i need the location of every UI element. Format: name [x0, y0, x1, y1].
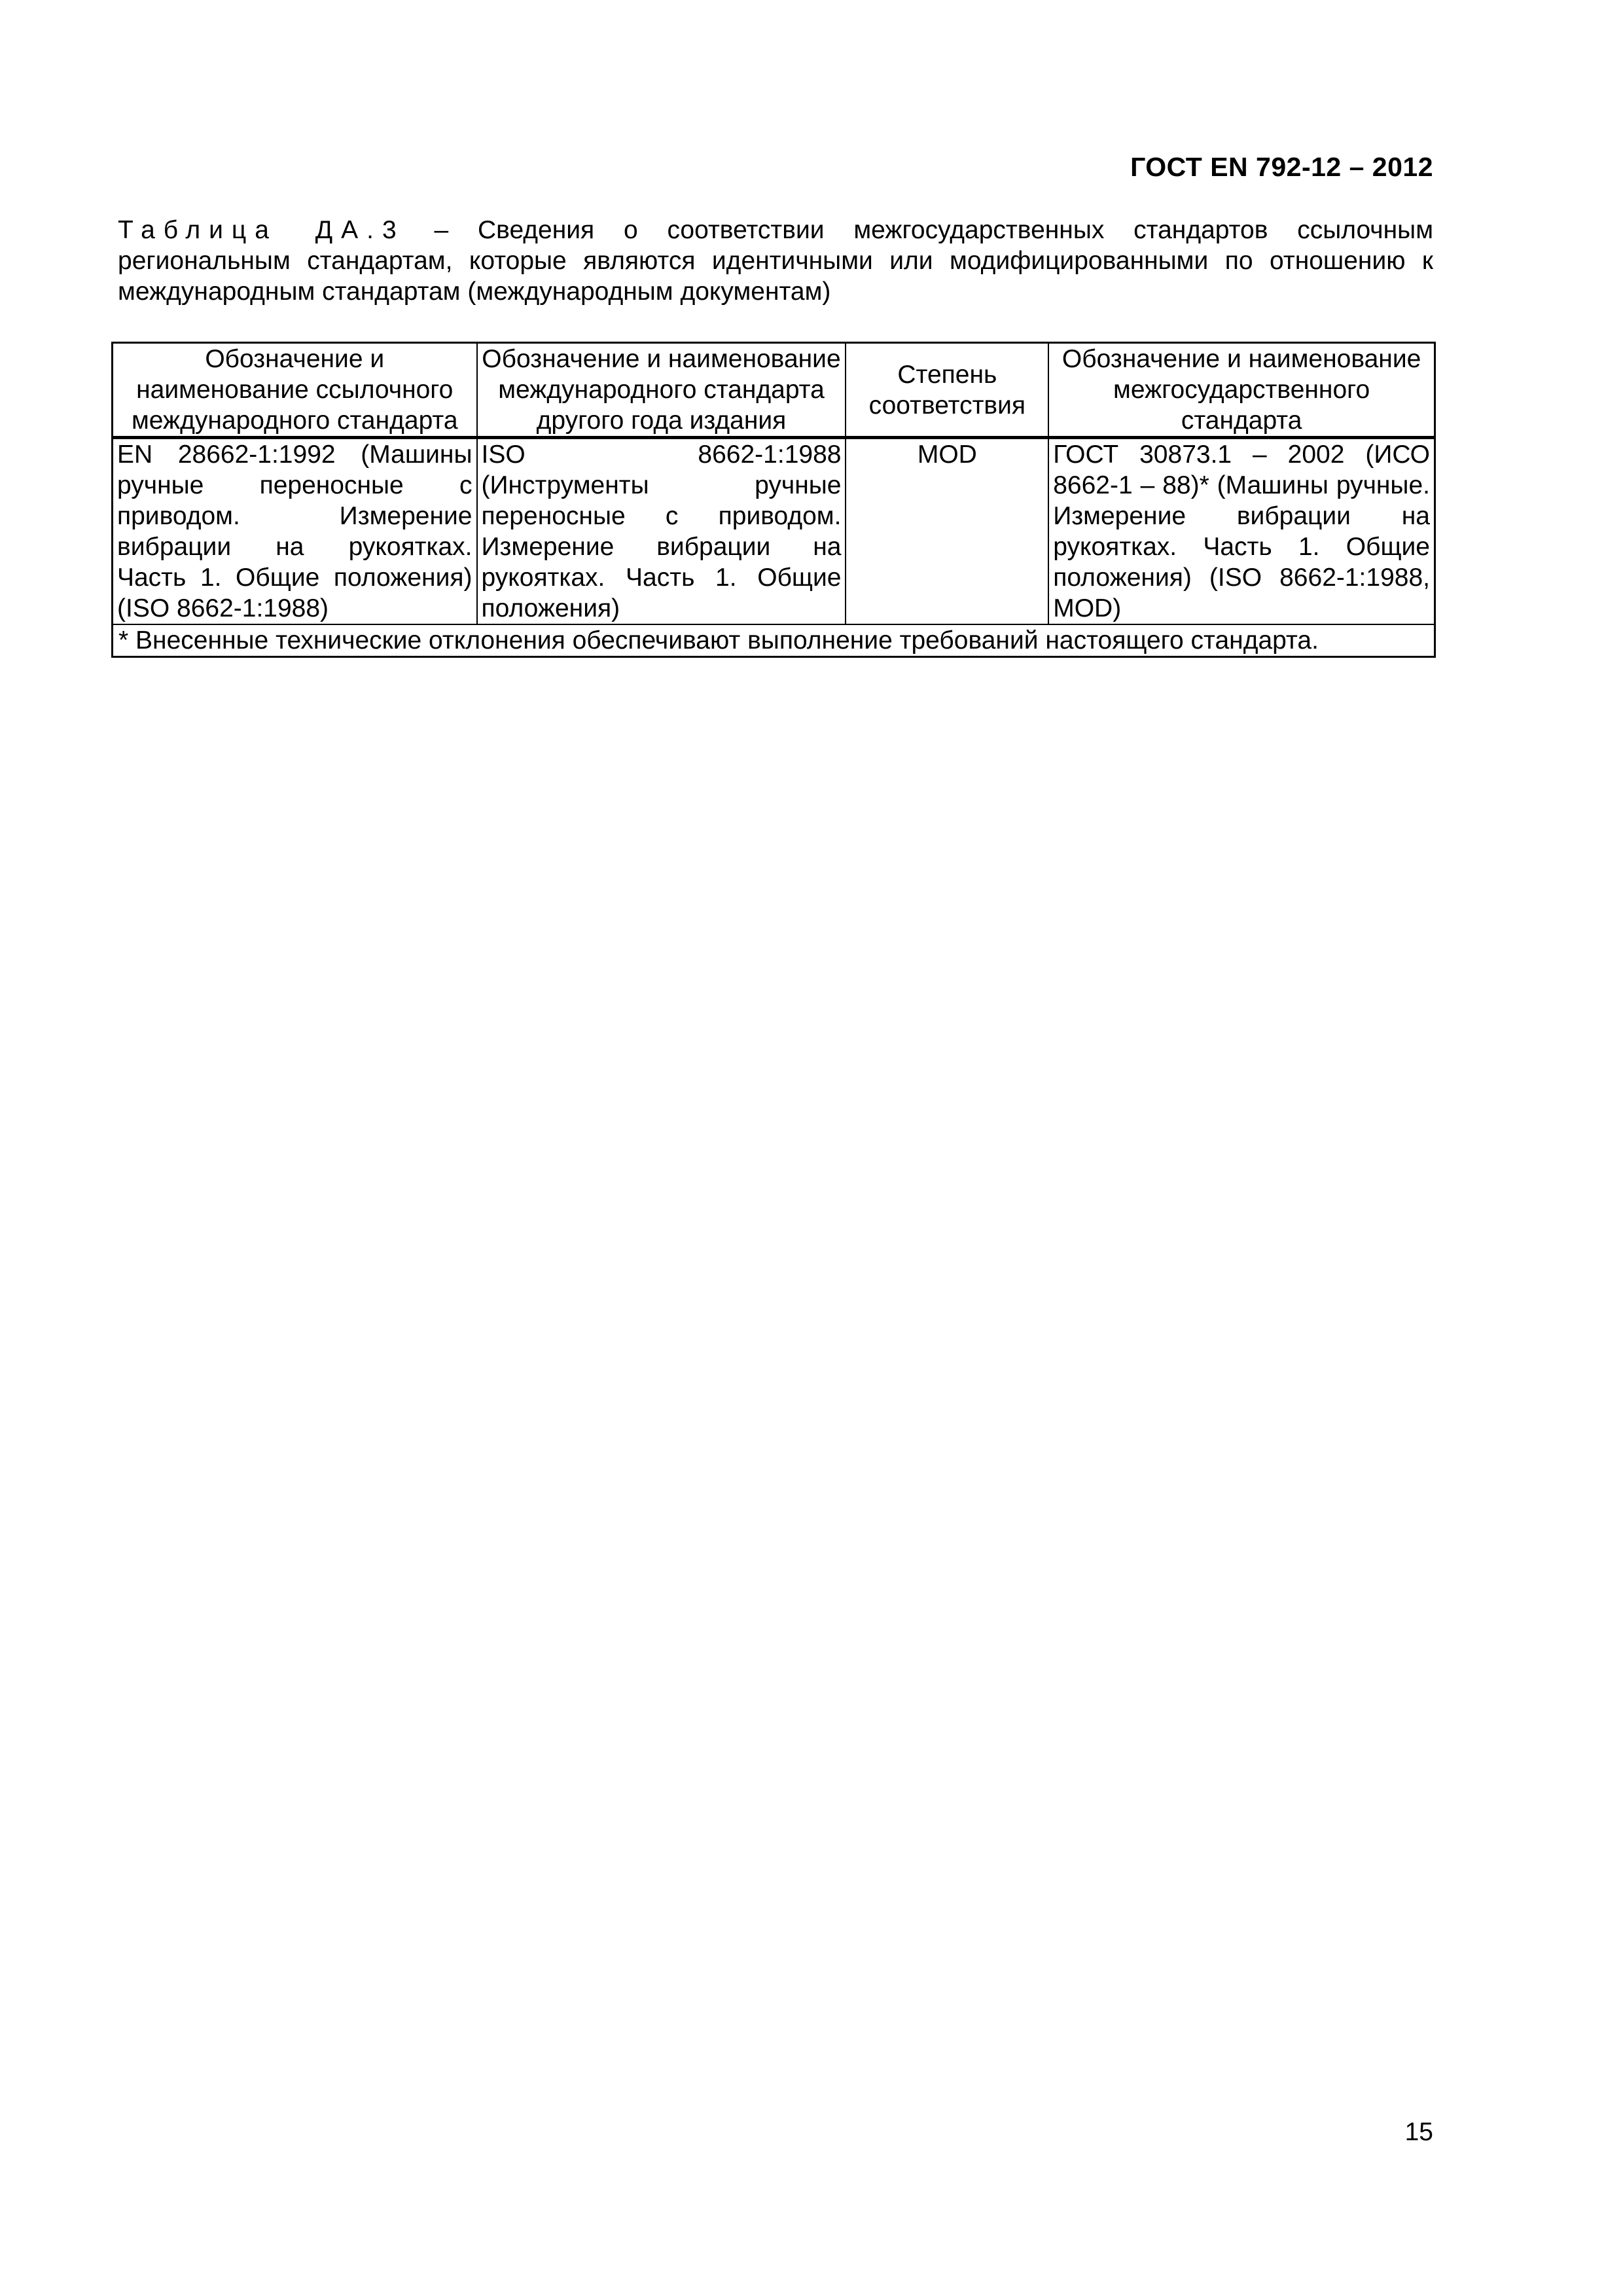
- table-row: [113, 438, 1435, 625]
- cell-reference-standard: EN 28662-1:1992 (Машины ручные переносные с приводом. Измерение вибрации на рукоятках. Часть 1. Общие положения) (ISO 8662-1:1988): [113, 438, 477, 625]
- table-header-row: [113, 343, 1435, 438]
- document-code: ГОСТ EN 792-12 – 2012: [1130, 152, 1433, 182]
- table-footnote: * Внесенные технические отклонения обеспечивают выполнение требований настоящего стандарта.: [113, 624, 1435, 657]
- table-caption-text: – Сведения о соответствии межгосударственных стандартов ссылочным региональным стандартам, которые являются идентичными или модифицированными по отношению к международным стандартам (международным документам): [118, 216, 1434, 306]
- column-header-degree: Степень соответствия: [846, 343, 1048, 438]
- cell-other-year-standard: ISO 8662-1:1988 (Инструменты ручные переносные с приводом. Измерение вибрации на рукоятках. Часть 1. Общие положения): [477, 438, 846, 625]
- column-header-other-year-standard: Обозначение и наименование международного стандарта другого года издания: [477, 343, 846, 438]
- table-footnote-row: [113, 624, 1435, 657]
- cell-interstate-standard: ГОСТ 30873.1 – 2002 (ИСО 8662-1 – 88)* (Машины ручные. Измерение вибрации на рукоятках. Часть 1. Общие положения) (ISO 8662-1:1988, MOD): [1048, 438, 1435, 625]
- column-header-interstate-standard: Обозначение и наименование межгосударственного стандарта: [1048, 343, 1435, 438]
- cell-degree: MOD: [846, 438, 1048, 625]
- table-caption: [118, 215, 1433, 307]
- page-number: 15: [1404, 2118, 1433, 2146]
- table-caption-label: Таблица ДА.3: [118, 216, 405, 244]
- column-header-reference-standard: Обозначение и наименование ссылочного международного стандарта: [113, 343, 477, 438]
- standards-correspondence-table: [111, 342, 1436, 658]
